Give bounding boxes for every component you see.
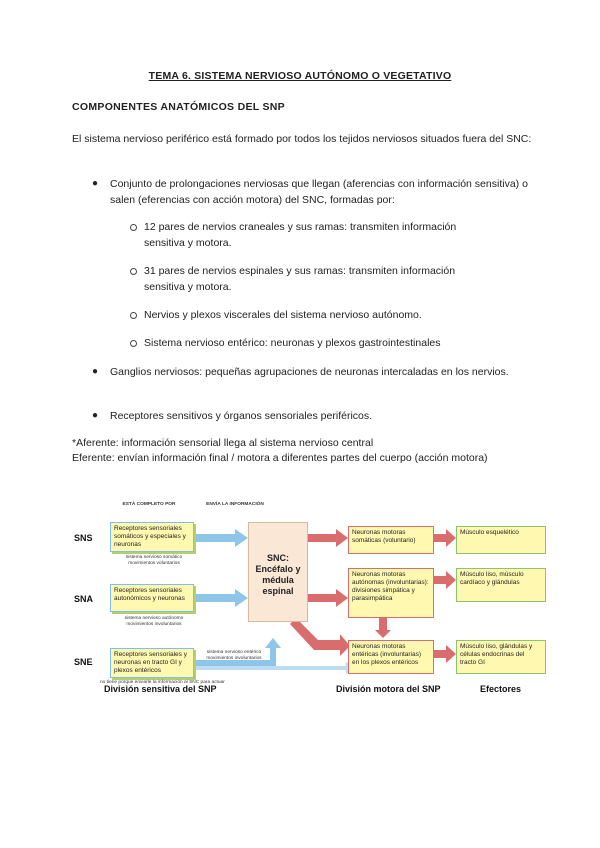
sub-bullet-text: Nervios y plexos viscerales del sistema nervioso autónomo. — [144, 309, 422, 321]
list-item — [92, 364, 532, 396]
circle-bullet-icon — [130, 224, 137, 231]
bullet-text: Receptores sensitivos y órganos sensoriales periféricos. — [110, 410, 373, 422]
row-label-sns: SNS — [74, 533, 93, 543]
receptor-note-sne: sistema nervioso entérico movimientos involuntarios — [206, 650, 262, 661]
receptor-note-sna: sistema nervioso autónomo movimientos involuntarios — [124, 616, 184, 627]
receptor-box-sns: Receptores sensoriales somáticos y especiales y neuronas — [110, 522, 194, 552]
bullet-text: Conjunto de prolongaciones nerviosas que llegan (aferencias con información sensitiva) o salen (eferencias con acción motora) del SNC, formadas por: — [110, 178, 528, 206]
motor-box-sne: Neuronas motoras entéricas (involuntarias) en los plexos entéricos — [348, 640, 434, 674]
bullet-icon: ● — [92, 178, 99, 189]
row-label-sne: SNE — [74, 657, 93, 667]
snp-diagram — [70, 500, 560, 700]
circle-bullet-icon — [130, 268, 137, 275]
motor-box-sns: Neuronas motoras somáticas (voluntario) — [348, 526, 434, 554]
intro-paragraph: El sistema nervioso periférico está formado por todos los tejidos nerviosos situados fuera del SNC: — [72, 133, 532, 145]
red-arrow — [434, 529, 456, 547]
sub-bullet-text: Sistema nervioso entérico: neuronas y plexos gastrointestinales — [144, 337, 441, 349]
bullet-icon: ● — [92, 410, 99, 421]
red-arrow — [434, 645, 456, 663]
list-item — [130, 219, 490, 251]
blue-arrow — [196, 589, 248, 607]
sub-bullet-text: 31 pares de nervios espinales y sus ramas: transmiten información sensitiva y motora. — [144, 265, 456, 293]
effector-box-sne: Músculo liso, glándulas y células endocrinas del tracto GI — [456, 640, 546, 674]
footer-sensory-division: División sensitiva del SNP — [104, 684, 217, 694]
list-item — [92, 408, 532, 424]
blue-arrow — [196, 529, 248, 547]
footer-motor-division: División motora del SNP — [336, 684, 441, 694]
section-heading: COMPONENTES ANATÓMICOS DEL SNP — [72, 101, 285, 113]
sub-bullet-text: 12 pares de nervios craneales y sus ramas: transmiten información sensitiva y motora. — [144, 221, 457, 249]
label-sends-info: ENVÍA LA INFORMACIÓN — [206, 502, 264, 507]
list-item — [92, 176, 532, 208]
receptor-note-sns: sistema nervioso somático movimientos voluntarios — [125, 555, 183, 566]
bullet-icon: ● — [92, 366, 99, 377]
bottom-note: no tiene porque enviarle la información al SNC para actuar — [100, 680, 225, 685]
circle-bullet-icon — [130, 340, 137, 347]
red-arrow — [375, 618, 391, 638]
afferent-note: *Aferente: información sensorial llega al sistema nervioso central — [72, 437, 374, 449]
bullet-text: Ganglios nerviosos: pequeñas agrupaciones de neuronas intercaladas en los nervios. — [110, 366, 509, 378]
red-arrow — [290, 618, 350, 656]
definitions-note — [72, 436, 552, 466]
effector-box-sna: Músculo liso, músculo cardíaco y glándulas — [456, 568, 546, 602]
row-label-sna: SNA — [74, 594, 94, 604]
receptor-box-sne: Receptores sensoriales y neuronas en tracto GI y plexos entéricos — [110, 648, 194, 678]
effector-box-sns: Músculo esquelético — [456, 526, 546, 554]
footer-effectors: Efectores — [480, 684, 522, 694]
circle-bullet-icon — [130, 312, 137, 319]
list-item — [130, 335, 490, 351]
efferent-note: Eferente: envían información final / motora a diferentes partes del cuerpo (acción motora) — [72, 452, 488, 464]
red-arrow — [308, 589, 348, 607]
snc-box: SNC: Encéfalo y médula espinal — [248, 522, 308, 622]
page-title: TEMA 6. SISTEMA NERVIOSO AUTÓNOMO O VEGETATIVO — [148, 70, 452, 82]
receptor-box-sna: Receptores sensoriales autonómicos y neuronas — [110, 584, 194, 612]
label-complete-by: ESTÁ COMPLETO POR — [122, 502, 176, 507]
red-arrow — [434, 571, 456, 589]
motor-box-sna: Neuronas motoras autónomas (involuntarias): divisiones simpática y parasimpática — [348, 568, 434, 618]
red-arrow — [308, 529, 348, 547]
list-item — [130, 307, 490, 323]
list-item — [130, 263, 490, 295]
